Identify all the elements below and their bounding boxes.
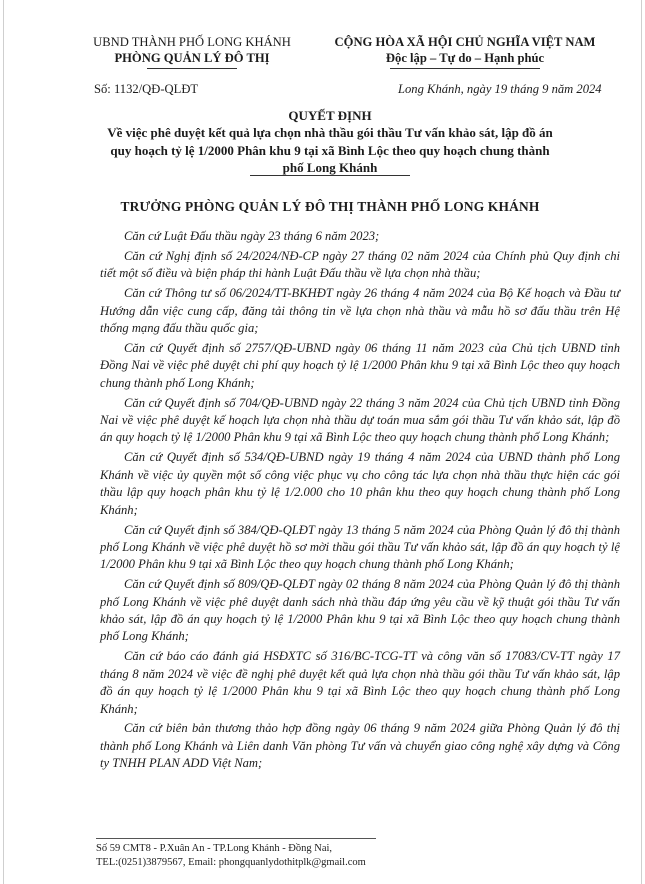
legal-basis-paragraph: Căn cứ báo cáo đánh giá HSĐXTC số 316/BC-TCG-TT và công văn số 17083/CV-TT ngày 17 tháng 8 năm 2024 về việc đề nghị phê duyệt kết quả lựa chọn nhà thầu gói thầu Tư vấn khảo sát, lập đồ án quy hoạch tỷ lệ 1/2000 Phân khu 9 tại xã Bình Lộc theo quy hoạch chung thành phố Long Khánh; xyxy=(100,649,620,716)
document-title: QUYẾT ĐỊNH xyxy=(288,108,372,123)
national-motto xyxy=(300,34,630,69)
place-date: Long Khánh, ngày 19 tháng 9 năm 2024 xyxy=(398,82,602,96)
org-line-2: PHÒNG QUẢN LÝ ĐÔ THỊ xyxy=(114,51,270,65)
document-number: Số: 1132/QĐ-QLĐT xyxy=(94,82,199,96)
motto-underline xyxy=(390,68,540,69)
footer xyxy=(96,842,366,870)
nation-line-1: CỘNG HÒA XÃ HỘI CHỦ NGHĨA VIỆT NAM xyxy=(334,35,596,49)
legal-basis-paragraph: Căn cứ Quyết định số 2757/QĐ-UBND ngày 06 tháng 11 năm 2023 của Chủ tịch UBND tỉnh Đồng Nai về việc phê duyệt chi phí quy hoạch tỷ lệ 1/2000 Phân khu 9 tại xã Bình Lộc theo quy hoạch chung thành phố Long Khánh; xyxy=(100,340,620,390)
org-line-1: UBND THÀNH PHỐ LONG KHÁNH xyxy=(93,35,291,49)
legal-basis-paragraph: Căn cứ Luật Đấu thầu ngày 23 tháng 6 năm 2023; xyxy=(124,229,380,243)
org-underline xyxy=(147,68,237,69)
legal-basis-paragraph: Căn cứ Quyết định số 809/QĐ-QLĐT ngày 02 tháng 8 năm 2024 của Phòng Quản lý đô thị thành phố Long Khánh về việc phê duyệt danh sách nhà thầu đáp ứng yêu cầu về kỹ thuật gói thầu Tư vấn khảo sát, lập đồ án quy hoạch tỷ lệ 1/2000 Phân khu 9 tại xã Bình Lộc theo quy hoạch chung thành phố Long Khánh; xyxy=(100,577,620,644)
document-subject: Về việc phê duyệt kết quả lựa chọn nhà thầu gói thầu Tư vấn khảo sát, lập đồ án quy hoạch tỷ lệ 1/2000 Phân khu 9 tại xã Bình Lộc theo quy hoạch chung thành phố Long Khánh xyxy=(107,125,553,175)
page-border-left xyxy=(3,0,4,884)
subject-underline xyxy=(250,175,410,176)
issuing-organization xyxy=(62,34,322,69)
legal-basis-paragraph: Căn cứ Quyết định số 704/QĐ-UBND ngày 22 tháng 3 năm 2024 của Chủ tịch UBND tỉnh Đồng Nai về việc phê duyệt kế hoạch lựa chọn nhà thầu dự toán mua sắm gói thầu Tư vấn khảo sát, lập đồ án quy hoạch tỷ lệ 1/2000 Phân khu 9 tại xã Bình Lộc theo quy hoạch chung thành phố Long Khánh; xyxy=(100,395,620,445)
document-body xyxy=(100,228,620,775)
footer-divider xyxy=(96,838,376,839)
legal-basis-paragraph: Căn cứ Thông tư số 06/2024/TT-BKHĐT ngày 26 tháng 4 năm 2024 của Bộ Kế hoạch và Đầu tư Hướng dẫn việc cung cấp, đăng tải thông tin về lựa chọn nhà thầu và mẫu hồ sơ đấu thầu trên Hệ thống mạng đấu thầu quốc gia; xyxy=(100,286,620,336)
issuing-authority: TRƯỞNG PHÒNG QUẢN LÝ ĐÔ THỊ THÀNH PHỐ LONG KHÁNH xyxy=(120,199,540,214)
footer-address: Số 59 CMT8 - P.Xuân An - TP.Long Khánh - Đồng Nai, xyxy=(96,843,333,854)
legal-basis-paragraph: Căn cứ Quyết định số 534/QĐ-UBND ngày 19 tháng 4 năm 2024 của UBND thành phố Long Khánh về việc ủy quyền một số công việc phục vụ cho công tác lựa chọn nhà thầu thực hiện các gói thầu lập quy hoạch phân khu tỷ lệ 1/2.000 cho 10 phân khu theo quy hoạch chung thành phố Long Khánh; xyxy=(100,450,620,517)
page-border-right xyxy=(641,0,642,884)
legal-basis-paragraph: Căn cứ biên bản thương thảo hợp đồng ngày 06 tháng 9 năm 2024 giữa Phòng Quản lý đô thị thành phố Long Khánh và Liên danh Văn phòng Tư vấn và chuyển giao công nghệ xây dựng và Công ty TNHH PLAN ADD Việt Nam; xyxy=(100,721,620,771)
legal-basis-paragraph: Căn cứ Quyết định số 384/QĐ-QLĐT ngày 13 tháng 5 năm 2024 của Phòng Quản lý đô thị thành phố Long Khánh về việc phê duyệt hồ sơ mời thầu gói thầu Tư vấn khảo sát, lập đồ án quy hoạch tỷ lệ 1/2000 Phân khu 9 tại xã Bình Lộc theo quy hoạch chung thành phố Long Khánh; xyxy=(100,522,620,572)
nation-line-2: Độc lập – Tự do – Hạnh phúc xyxy=(385,51,545,65)
legal-basis-paragraph: Căn cứ Nghị định số 24/2024/NĐ-CP ngày 27 tháng 02 năm 2024 của Chính phủ Quy định chi tiết một số điều và biện pháp thi hành Luật Đấu thầu về lựa chọn nhà thầu; xyxy=(100,248,620,281)
footer-contact: TEL:(0251)3879567, Email: phongquanlydothitplk@gmail.com xyxy=(96,857,366,868)
